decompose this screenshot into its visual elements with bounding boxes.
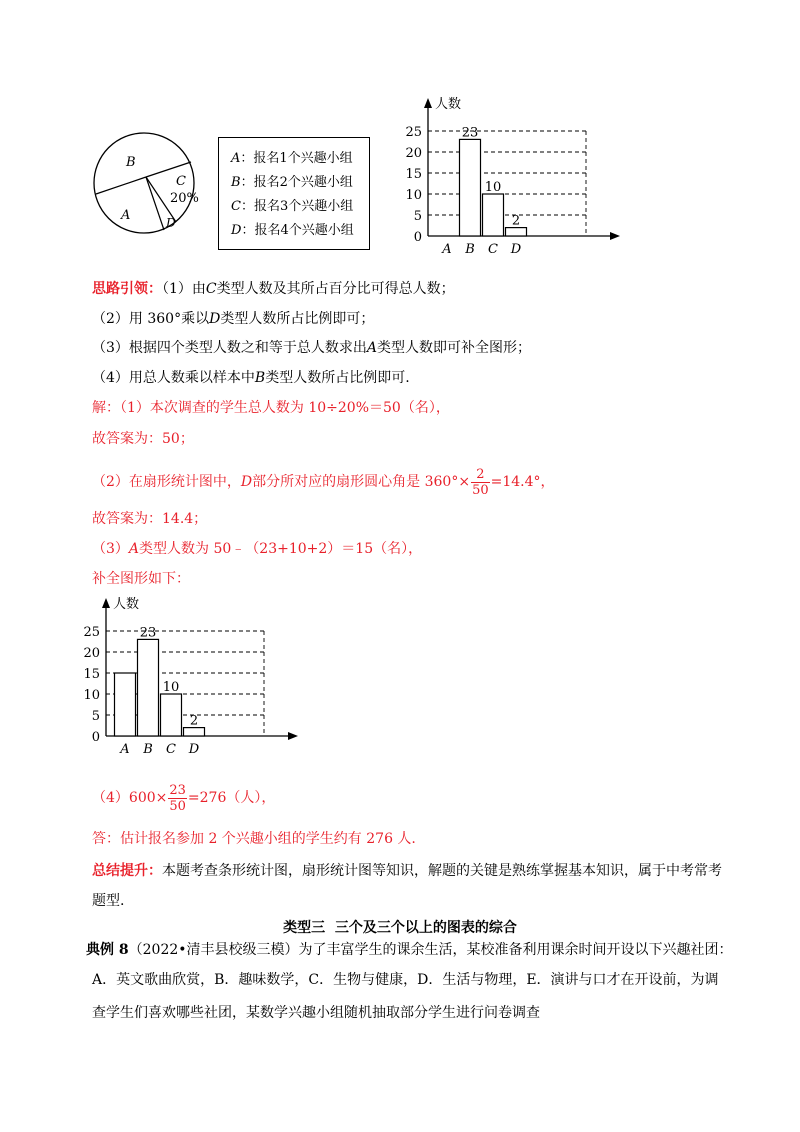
x-tick-label: B (143, 742, 153, 756)
legend-box (218, 137, 370, 250)
bar-data-label: 2 (511, 213, 521, 229)
guide-label: 思路引领： (92, 281, 162, 297)
x-tick-label: C (488, 242, 498, 256)
pie-label-b: B (126, 155, 136, 170)
bar-data-label: 23 (139, 625, 157, 641)
y-tick-label: 20 (405, 146, 422, 161)
fraction-2-50: $\frac{2}{50}$ (472, 466, 489, 498)
pie-label-d: D (166, 216, 176, 230)
final-answer: 答：估计报名参加 2 个兴趣小组的学生约有 276 人. (92, 831, 416, 847)
pie-divider-b-a (96, 177, 146, 194)
x-tick-label: A (120, 742, 130, 756)
x-axis-arrow (288, 732, 298, 740)
bar-chart-completed (82, 590, 312, 756)
y-tick-label: 25 (83, 625, 100, 640)
y-tick-label: 10 (405, 188, 422, 203)
summary-line-1: 总结提升：本题考查条形统计图，扇形统计图等知识，解题的关键是熟练掌握基本知识，属于中考常考 (92, 863, 722, 879)
bar-data-label: 23 (461, 125, 479, 141)
fraction-23-50: $\frac{23}{50}$ (169, 782, 186, 814)
legend-item-c: C：报名3个兴趣小组 (231, 199, 354, 214)
pie-label-c: C (176, 174, 186, 189)
guide-line-2: （2）用 360°乘以D类型人数所占比例即可； (92, 311, 375, 327)
legend-item-d: D：报名4个兴趣小组 (231, 223, 354, 238)
summary-line-2: 题型. (92, 893, 125, 909)
y-tick-label: 5 (91, 709, 100, 724)
y-axis-arrow (102, 598, 110, 608)
bar (138, 639, 159, 736)
x-tick-label: D (510, 242, 522, 256)
y-axis-arrow (424, 98, 432, 108)
bar (506, 228, 527, 236)
bar (460, 139, 481, 236)
bar-data-label: 10 (484, 180, 502, 195)
answer-2: 故答案为：14.4； (92, 511, 208, 527)
y-tick-label: 15 (405, 167, 422, 182)
guide-line-4: （4）用总人数乘以样本中B类型人数所占比例即可. (92, 370, 410, 386)
pie-divider-d-a (146, 177, 164, 230)
y-axis-label: 人数 (435, 97, 462, 112)
bar (184, 728, 205, 736)
solution-3-note: 补全图形如下： (92, 571, 190, 587)
summary-label: 总结提升： (92, 863, 162, 879)
y-tick-label: 25 (405, 125, 422, 140)
y-tick-label: 0 (413, 230, 422, 245)
pie-label-c-percent: 20% (170, 191, 199, 206)
bar-chart-original (404, 90, 634, 256)
bar (161, 694, 182, 736)
y-tick-label: 20 (83, 646, 100, 661)
guide-line-1: 思路引领：（1）由C类型人数及其所占百分比可得总人数； (92, 281, 455, 297)
bar (483, 194, 504, 236)
solution-2: （2）在扇形统计图中，D部分所对应的扇形圆心角是 360°× $\frac{2}{50}$ =14.4°， (92, 466, 555, 498)
solution-3: （3）A类型人数为 50﹣（23+10+2）＝15（名）， (92, 541, 423, 557)
x-tick-label: B (465, 242, 475, 256)
y-tick-label: 0 (91, 730, 100, 745)
x-tick-label: C (166, 742, 176, 756)
x-tick-label: D (188, 742, 200, 756)
example-line-1: 典例 8（2022•清丰县校级三模）为了丰富学生的课余生活，某校准备利用课余时间开设以下兴趣社团： (86, 942, 733, 958)
bar-data-label: 10 (162, 680, 180, 695)
pie-label-a: A (121, 208, 131, 223)
bar-data-label: 2 (189, 713, 199, 729)
guide-line-3: （3）根据四个类型人数之和等于总人数求出A类型人数即可补全图形； (92, 340, 532, 356)
example-line-2: A．英文歌曲欣赏，B．趣味数学，C．生物与健康，D．生活与物理，E．演讲与口才在开设前，为调 (92, 972, 719, 988)
y-tick-label: 10 (83, 688, 100, 703)
pie-chart (88, 128, 200, 240)
x-axis-arrow (610, 232, 620, 240)
y-axis-label: 人数 (113, 597, 140, 612)
bar (115, 673, 136, 736)
solution-1: 解：（1）本次调查的学生总人数为 10÷20%＝50（名）， (92, 400, 450, 416)
section-title: 类型三 三个及三个以上的图表的综合 (283, 920, 517, 936)
y-tick-label: 15 (83, 667, 100, 682)
y-tick-label: 5 (413, 209, 422, 224)
solution-4: （4）600× $\frac{23}{50}$ =276（人）， (92, 782, 276, 814)
x-tick-label: A (442, 242, 452, 256)
example-line-3: 查学生们喜欢哪些社团，某数学兴趣小组随机抽取部分学生进行问卷调查 (92, 1005, 540, 1021)
legend-item-a: A：报名1个兴趣小组 (231, 151, 353, 166)
example-label: 典例 8 (86, 942, 129, 958)
answer-1: 故答案为：50； (92, 431, 194, 447)
legend-item-b: B：报名2个兴趣小组 (231, 175, 353, 190)
